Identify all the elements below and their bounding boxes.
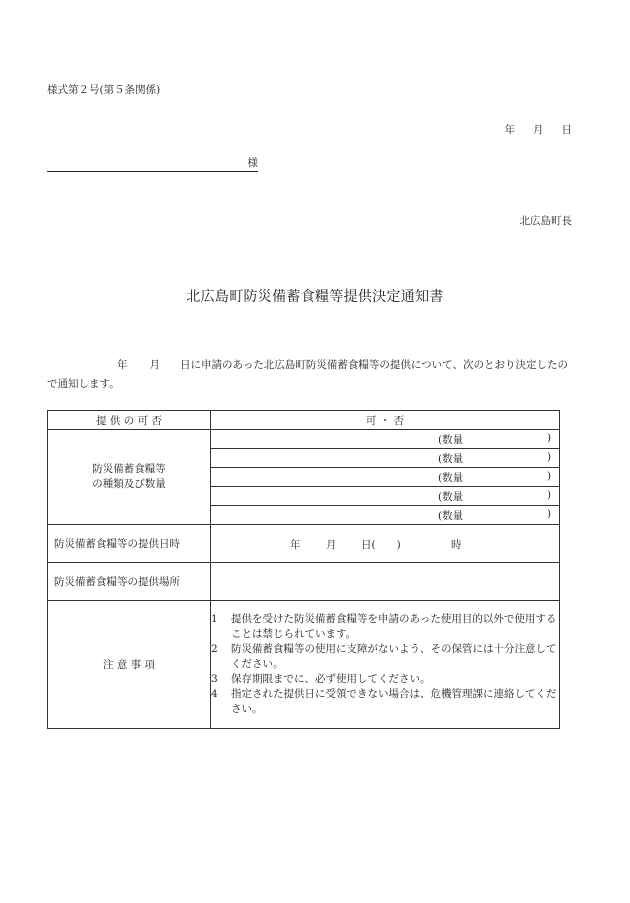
date-month: 月: [533, 124, 544, 136]
form-number: 様式第２号(第５条関係): [47, 84, 161, 96]
date-label: 防災備蓄食糧等の提供日時: [48, 525, 211, 563]
approval-label: 提 供 の 可 否: [48, 411, 211, 430]
addressee-suffix: 様: [247, 157, 258, 169]
note-number: 3: [211, 673, 218, 685]
quantity-close: ): [547, 432, 552, 444]
note-text: 指定された提供日に受領できない場合は、危機管理課に連絡してください。: [231, 688, 557, 715]
notes-label: 注 意 事 項: [48, 601, 211, 729]
provision-day: 日( ): [361, 539, 401, 551]
details-table: [47, 410, 560, 729]
addressee-line[interactable]: [47, 158, 258, 172]
provision-hour: 時: [451, 539, 462, 551]
note-item: [211, 642, 559, 672]
note-text: 提供を受けた防災備蓄食糧等を申請のあった使用目的以外で使用することは禁じられています。: [231, 613, 557, 640]
quantity-row[interactable]: [211, 506, 560, 525]
note-number: 1: [211, 613, 218, 625]
approval-value[interactable]: 可 ・ 否: [211, 411, 560, 430]
body-year: 年: [117, 359, 128, 371]
note-number: 2: [211, 643, 218, 655]
provision-year: 年: [290, 539, 301, 551]
date-day: 日: [561, 124, 572, 136]
body-sentence: 日に申請のあった北広島町防災備蓄食糧等の提供について、次のとおり決定したので通知します。: [47, 359, 568, 390]
issue-date: [505, 122, 573, 137]
document-title: 北広島町防災備蓄食糧等提供決定通知書: [186, 289, 444, 305]
items-label-line2: の種類及び数量: [92, 478, 166, 490]
provision-month: 月: [326, 539, 337, 551]
note-item: [211, 612, 559, 642]
note-item: [211, 672, 559, 687]
note-text: 防災備蓄食糧等の使用に支障がないよう、その保管には十分注意してください。: [231, 643, 557, 670]
issuer: 北広島町長: [519, 215, 572, 227]
quantity-row[interactable]: [211, 468, 560, 487]
quantity-label: (数量: [438, 453, 464, 465]
note-item: [211, 687, 559, 717]
place-label: 防災備蓄食糧等の提供場所: [48, 563, 211, 601]
quantity-close: ): [547, 451, 552, 463]
quantity-close: ): [547, 489, 552, 501]
date-year: 年: [504, 124, 515, 136]
quantity-row[interactable]: [211, 430, 560, 449]
quantity-label: (数量: [438, 510, 464, 522]
quantity-row[interactable]: [211, 487, 560, 506]
quantity-label: (数量: [438, 434, 464, 446]
quantity-row[interactable]: [211, 449, 560, 468]
quantity-label: (数量: [438, 491, 464, 503]
notes-list: [211, 601, 560, 729]
provision-date[interactable]: [211, 525, 560, 563]
quantity-close: ): [547, 508, 552, 520]
note-number: 4: [211, 688, 218, 700]
note-text: 保存期限までに、必ず使用してください。: [231, 673, 431, 685]
provision-place[interactable]: [211, 563, 560, 601]
items-label: [48, 430, 211, 525]
items-label-line1: 防災備蓄食糧等: [92, 463, 166, 475]
body-month: 月: [149, 359, 160, 371]
body-text: [47, 356, 577, 394]
quantity-label: (数量: [438, 472, 464, 484]
quantity-close: ): [547, 470, 552, 482]
